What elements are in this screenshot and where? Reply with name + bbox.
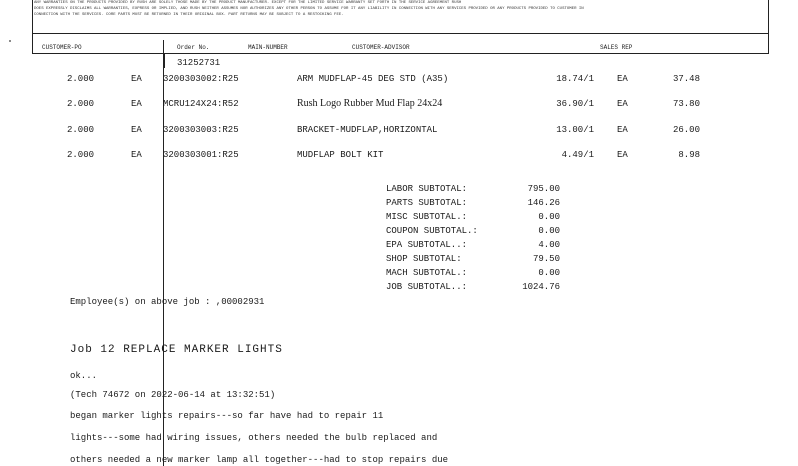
item-description: MUDFLAP BOLT KIT xyxy=(297,150,384,160)
note-line: (Tech 74672 on 2022-06-14 at 13:32:51) xyxy=(70,390,276,400)
item-extended-price: 26.00 xyxy=(672,125,700,135)
subtotal-label: MISC SUBTOTAL.: xyxy=(386,212,468,222)
subtotal-label: LABOR SUBTOTAL: xyxy=(386,184,468,194)
item-description: ARM MUDFLAP-45 DEG STD (A35) xyxy=(297,74,449,84)
note-line: began marker lights repairs---so far have had to repair 11 xyxy=(70,411,384,421)
item-unit: EA xyxy=(131,99,142,109)
item-part-number: MCRU124X24:R52 xyxy=(163,99,239,109)
order-cell-border xyxy=(164,54,165,68)
item-unit-price: 18.74/1 xyxy=(556,74,594,84)
item-extended-price: 8.98 xyxy=(678,150,700,160)
table-right-border xyxy=(768,0,769,54)
subtotal-label: EPA SUBTOTAL..: xyxy=(386,240,468,250)
item-uom: EA xyxy=(617,125,628,135)
item-unit: EA xyxy=(131,74,142,84)
scan-speck xyxy=(9,40,11,42)
note-line: ok... xyxy=(70,371,98,381)
table-left-border xyxy=(32,0,33,54)
job-title: Job 12 REPLACE MARKER LIGHTS xyxy=(70,344,283,356)
col-customer-po: CUSTOMER-PO xyxy=(42,44,82,51)
item-extended-price: 73.80 xyxy=(672,99,700,109)
col-customer-advisor: CUSTOMER-ADVISOR xyxy=(352,44,410,51)
item-qty: 2.000 xyxy=(67,99,95,109)
header-top-rule xyxy=(32,33,768,34)
item-part-number: 3200303002:R25 xyxy=(163,74,239,84)
col-order-no: Order No. xyxy=(177,44,210,51)
subtotal-value: 0.00 xyxy=(538,226,560,236)
item-uom: EA xyxy=(617,74,628,84)
item-unit: EA xyxy=(131,150,142,160)
item-unit: EA xyxy=(131,125,142,135)
item-description: Rush Logo Rubber Mud Flap 24x24 xyxy=(297,98,443,109)
item-description: BRACKET-MUDFLAP,HORIZONTAL xyxy=(297,125,438,135)
subtotal-label: COUPON SUBTOTAL.: xyxy=(386,226,478,236)
item-qty: 2.000 xyxy=(67,150,95,160)
subtotal-value: 1024.76 xyxy=(522,282,560,292)
disclaimer-line: CONNECTION WITH THE SERVICES. CORE PARTS MUST BE RETURNED IN THEIR ORIGINAL BOX. PART RETURNS MAY BE SUBJECT TO A RESTOCKING FEE. xyxy=(34,13,344,17)
warranty-disclaimer xyxy=(34,0,774,18)
subtotal-value: 795.00 xyxy=(527,184,560,194)
item-part-number: 3200303003:R25 xyxy=(163,125,239,135)
note-line: others needed a new marker lamp all together---had to stop repairs due xyxy=(70,455,449,465)
item-part-number: 3200303001:R25 xyxy=(163,150,239,160)
item-uom: EA xyxy=(617,99,628,109)
employees-line: Employee(s) on above job : ,00002931 xyxy=(70,297,265,307)
disclaimer-line: ANY WARRANTIES ON THE PRODUCTS PROVIDED BY RUSH ARE SOLELY THOSE MADE BY THE PRODUCT MANUFACTURER. EXCEPT FOR THE LIMITED SERVICE WARRANTY SET FORTH IN THE SERVICE AGREEMENT RUSH xyxy=(34,1,462,5)
subtotal-value: 146.26 xyxy=(527,198,560,208)
subtotal-value: 4.00 xyxy=(538,240,560,250)
disclaimer-line: DOES EXPRESSLY DISCLAIMS ALL WARRANTIES, EXPRESS OR IMPLIED, AND RUSH NEITHER ASSUMES NOR AUTHORIZES ANY OTHER PERSON TO ASSUME FOR IT ANY LIABILITY IN CONNECTION WITH ANY SERVICES PROVIDED OR ANY PRODUCTS PROVIDED TO CUSTOMER IN xyxy=(34,7,584,11)
col-main-number: MAIN-NUMBER xyxy=(248,44,288,51)
item-unit-price: 4.49/1 xyxy=(561,150,594,160)
subtotal-label: JOB SUBTOTAL..: xyxy=(386,282,468,292)
subtotal-label: MACH SUBTOTAL.: xyxy=(386,268,468,278)
subtotal-value: 0.00 xyxy=(538,212,560,222)
subtotal-label: SHOP SUBTOTAL: xyxy=(386,254,462,264)
item-uom: EA xyxy=(617,150,628,160)
subtotal-value: 79.50 xyxy=(532,254,560,264)
note-line: lights---some had wiring issues, others needed the bulb replaced and xyxy=(70,433,438,443)
item-unit-price: 36.90/1 xyxy=(556,99,594,109)
header-bottom-rule xyxy=(32,53,768,54)
item-unit-price: 13.00/1 xyxy=(556,125,594,135)
col-sales-rep: SALES REP xyxy=(600,44,633,51)
subtotal-label: PARTS SUBTOTAL: xyxy=(386,198,468,208)
item-qty: 2.000 xyxy=(67,74,95,84)
item-qty: 2.000 xyxy=(67,125,95,135)
item-extended-price: 37.48 xyxy=(672,74,700,84)
subtotal-value: 0.00 xyxy=(538,268,560,278)
order-number: 31252731 xyxy=(177,58,221,68)
